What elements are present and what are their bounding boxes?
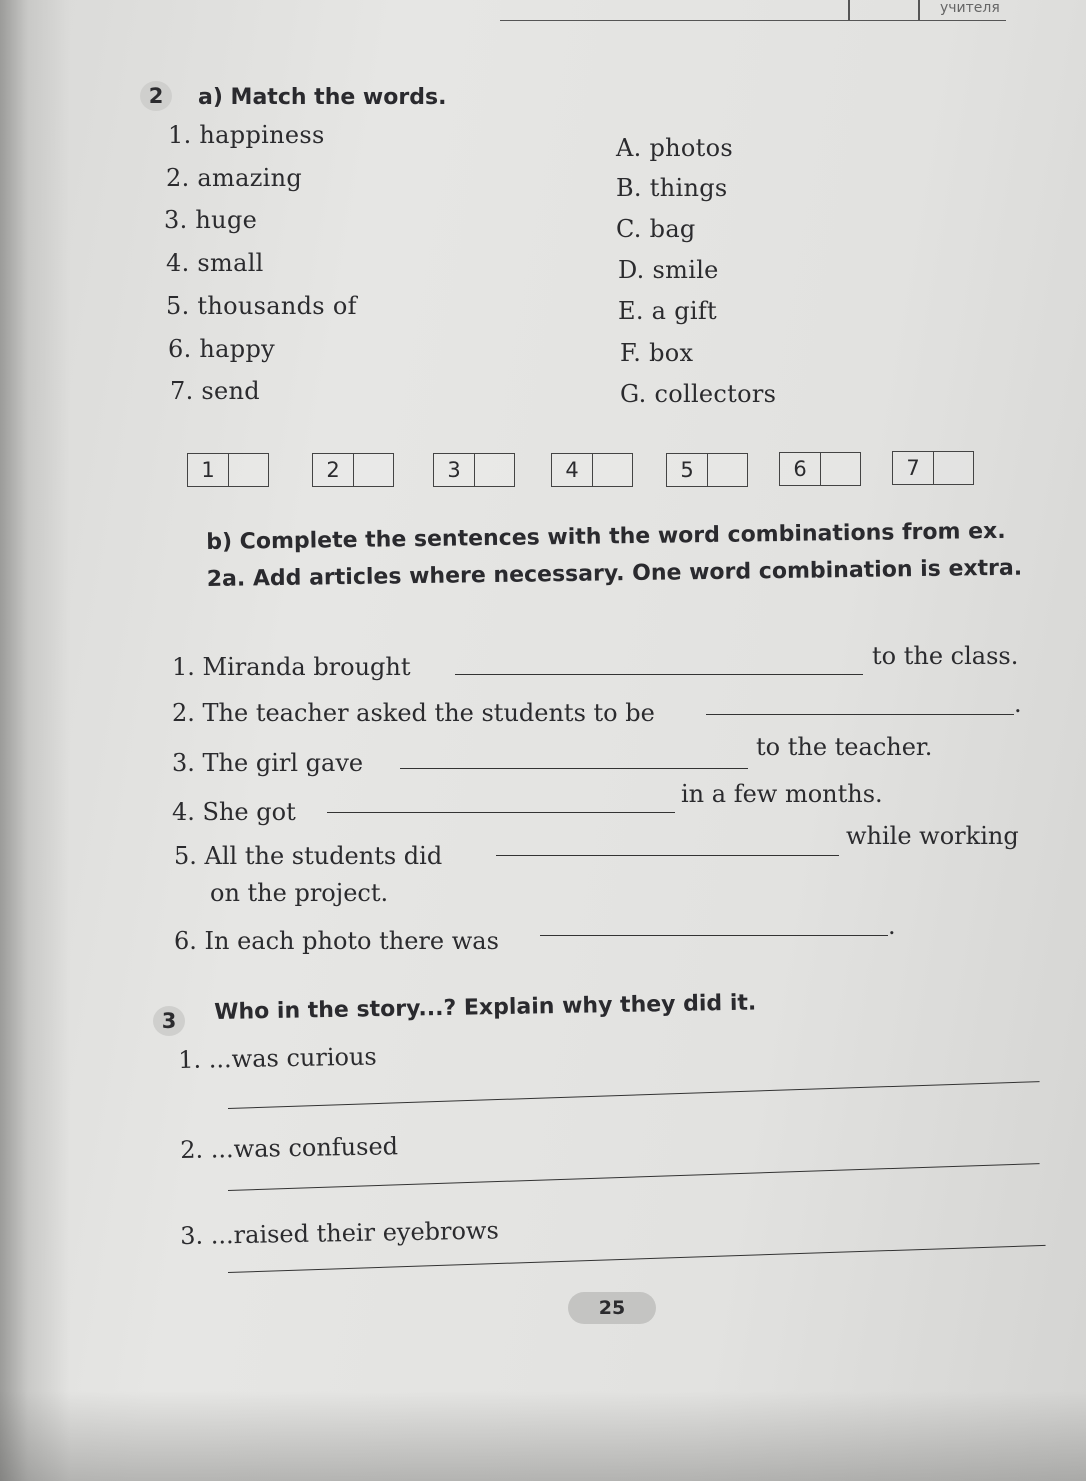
header-divider bbox=[848, 0, 850, 21]
sentence-5-start: 5. All the students did bbox=[174, 842, 443, 870]
answer-box-slot[interactable] bbox=[593, 454, 632, 486]
question-1-label: 1. ...was curious bbox=[178, 1042, 377, 1074]
answer-box-5[interactable] bbox=[666, 453, 748, 487]
teacher-label: учителя bbox=[940, 0, 1000, 16]
answer-box-3[interactable] bbox=[433, 453, 515, 487]
match-right-b: B. things bbox=[616, 174, 728, 202]
match-right-d: D. smile bbox=[618, 256, 719, 284]
answer-box-number: 4 bbox=[552, 454, 593, 486]
answer-box-slot[interactable] bbox=[229, 454, 268, 486]
sentence-5-continuation: on the project. bbox=[210, 879, 389, 907]
sentence-5-blank[interactable] bbox=[496, 855, 839, 856]
answer-box-number: 2 bbox=[313, 454, 354, 486]
sentence-6-blank[interactable] bbox=[540, 935, 888, 936]
answer-box-1[interactable] bbox=[187, 453, 269, 487]
question-3-label: 3. ...raised their eyebrows bbox=[180, 1216, 500, 1250]
exercise-3-title: Who in the story...? Explain why they did it. bbox=[214, 990, 757, 1025]
answer-box-slot[interactable] bbox=[475, 454, 514, 486]
question-3-answer-line[interactable] bbox=[228, 1245, 1046, 1273]
match-left-2: 2. amazing bbox=[166, 164, 303, 192]
exercise-2a-title: a) Match the words. bbox=[198, 85, 447, 110]
sentence-2-blank[interactable] bbox=[706, 714, 1014, 715]
answer-box-number: 5 bbox=[667, 454, 708, 486]
answer-box-slot[interactable] bbox=[708, 454, 747, 486]
sentence-2-end: . bbox=[1014, 690, 1022, 718]
answer-box-number: 1 bbox=[188, 454, 229, 486]
exercise-number-badge: 2 bbox=[140, 81, 172, 111]
answer-box-slot[interactable] bbox=[934, 452, 973, 484]
answer-box-slot[interactable] bbox=[354, 454, 393, 486]
answer-box-2[interactable] bbox=[312, 453, 394, 487]
answer-box-4[interactable] bbox=[551, 453, 633, 487]
answer-box-6[interactable] bbox=[779, 452, 861, 486]
sentence-6-end: . bbox=[888, 912, 896, 940]
sentence-1-end: to the class. bbox=[872, 642, 1019, 670]
match-right-a: A. photos bbox=[616, 134, 733, 162]
question-2-label: 2. ...was confused bbox=[180, 1132, 399, 1164]
question-1-answer-line[interactable] bbox=[228, 1081, 1040, 1109]
sentence-4-end: in a few months. bbox=[681, 780, 883, 808]
answer-box-7[interactable] bbox=[892, 451, 974, 485]
header-divider bbox=[918, 0, 920, 21]
sentence-1-start: 1. Miranda brought bbox=[172, 653, 411, 681]
exercise-number-badge: 3 bbox=[153, 1006, 185, 1036]
match-left-3: 3. huge bbox=[164, 206, 258, 234]
match-left-1: 1. happiness bbox=[168, 121, 325, 149]
match-right-f: F. box bbox=[620, 339, 694, 367]
answer-box-number: 7 bbox=[893, 452, 934, 484]
sentence-2-start: 2. The teacher asked the students to be bbox=[172, 699, 655, 727]
match-right-g: G. collectors bbox=[620, 380, 777, 408]
sentence-4-blank[interactable] bbox=[327, 812, 675, 813]
sentence-5-end: while working bbox=[846, 822, 1019, 850]
exercise-2b-instructions: b) Complete the sentences with the word combinations from ex. 2a. Add articles where necessary. One word combination is extra. bbox=[206, 518, 1023, 592]
match-left-7: 7. send bbox=[170, 377, 260, 405]
header-rule bbox=[500, 6, 1006, 21]
match-left-6: 6. happy bbox=[168, 335, 275, 363]
sentence-4-start: 4. She got bbox=[172, 798, 296, 826]
match-right-c: C. bag bbox=[616, 215, 696, 243]
match-right-e: E. a gift bbox=[618, 297, 717, 325]
sentence-3-blank[interactable] bbox=[400, 768, 748, 769]
sentence-6-start: 6. In each photo there was bbox=[174, 927, 499, 955]
page-shadow bbox=[0, 1391, 1086, 1481]
page-number: 25 bbox=[568, 1292, 656, 1324]
answer-box-slot[interactable] bbox=[821, 453, 860, 485]
binding-shadow bbox=[0, 0, 70, 1481]
sentence-1-blank[interactable] bbox=[455, 674, 863, 675]
answer-box-number: 6 bbox=[780, 453, 821, 485]
sentence-3-start: 3. The girl gave bbox=[172, 749, 364, 777]
match-left-4: 4. small bbox=[166, 249, 264, 277]
question-2-answer-line[interactable] bbox=[228, 1163, 1040, 1191]
sentence-3-end: to the teacher. bbox=[756, 733, 933, 761]
match-left-5: 5. thousands of bbox=[166, 292, 357, 320]
answer-box-number: 3 bbox=[434, 454, 475, 486]
